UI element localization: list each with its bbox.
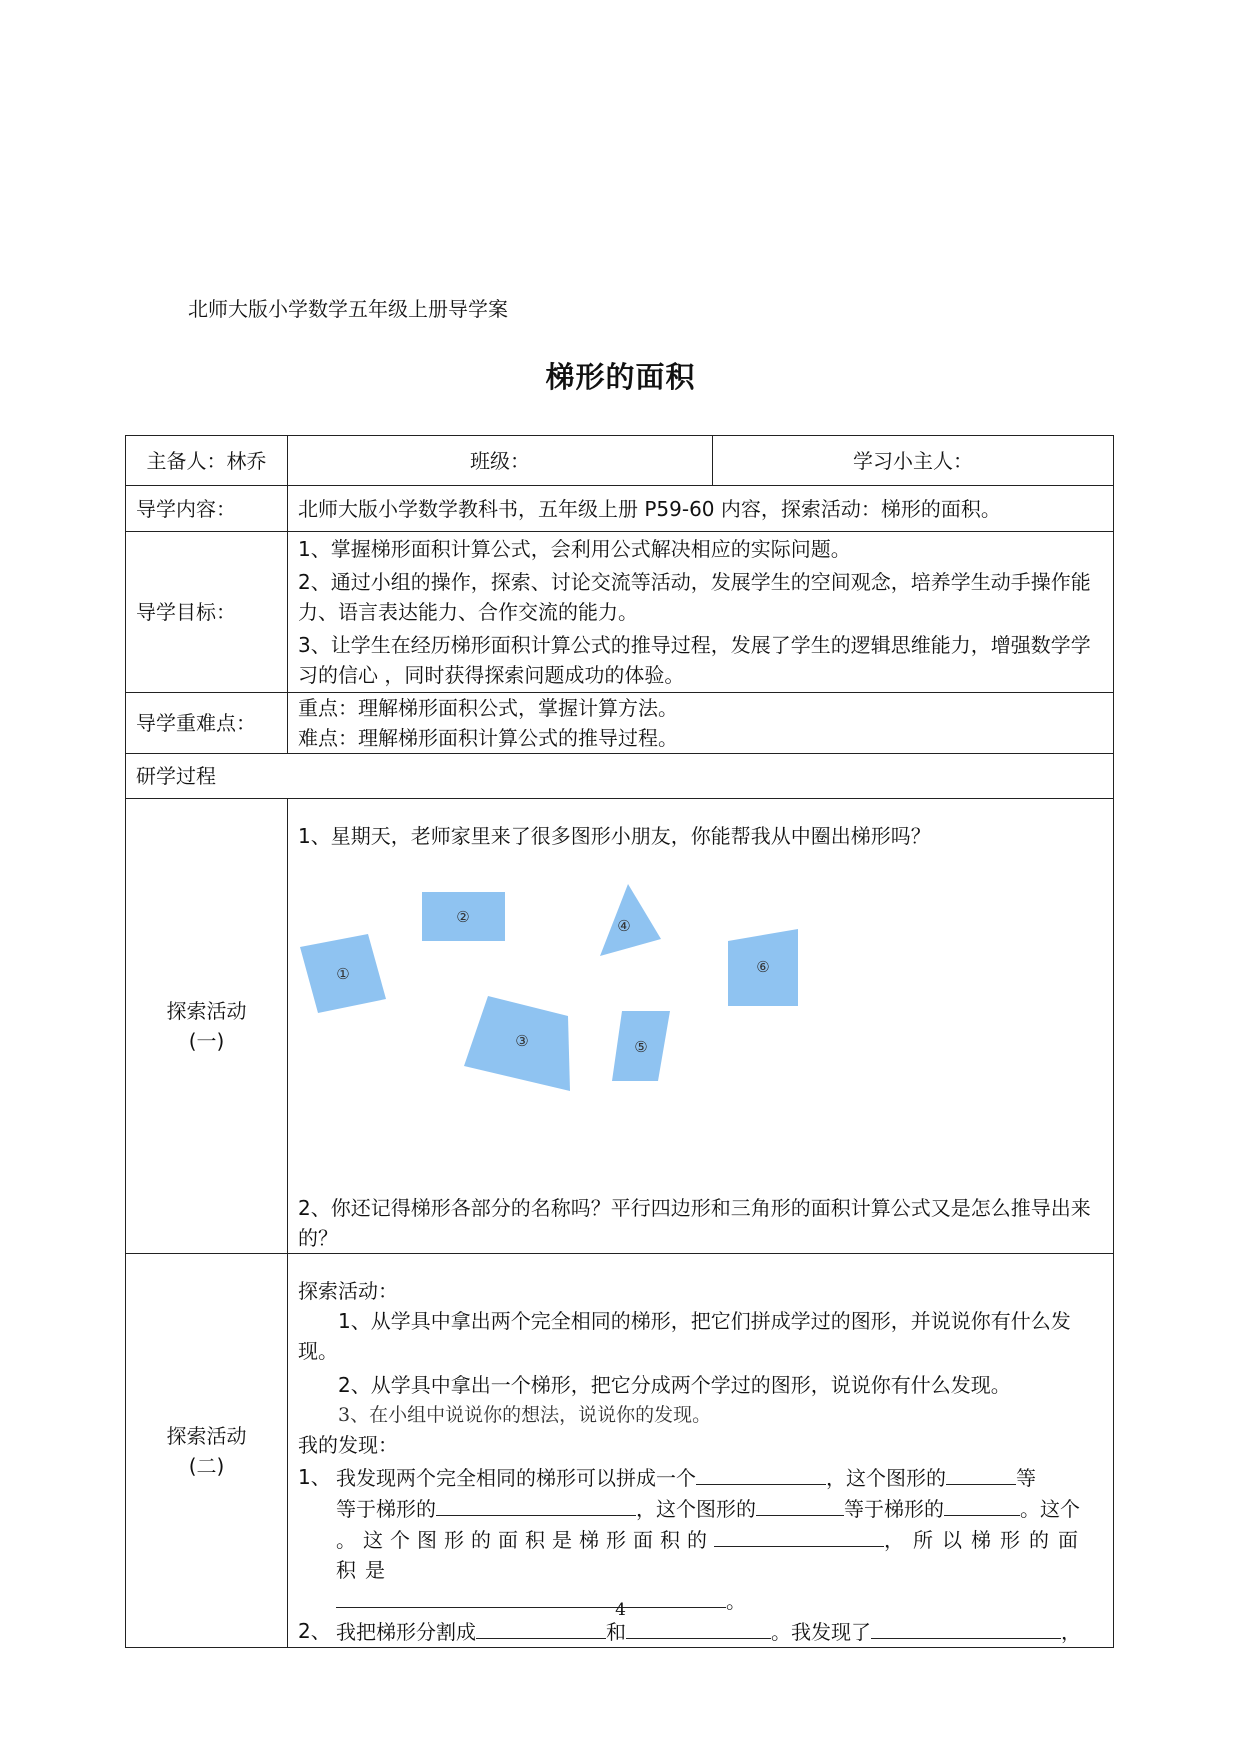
shapes-area	[298, 851, 1103, 1151]
answer-blank[interactable]	[436, 1493, 636, 1516]
discovery-text: 等于梯形的	[844, 1497, 944, 1521]
shape-5	[612, 1011, 670, 1081]
activity2-label-line1: 探索活动	[166, 1423, 247, 1448]
activity1-cell	[288, 799, 1114, 1254]
activity2-heading: 探索活动：	[298, 1279, 398, 1303]
shape-1-label: ①	[336, 965, 350, 983]
shapes-canvas	[298, 851, 1118, 1151]
discovery-text: ，	[1061, 1620, 1081, 1644]
activity2-step1: 1、从学具中拿出两个完全相同的梯形，把它们拼成学过的图形，并说说你有什么发现。	[298, 1309, 1071, 1363]
header-row	[126, 436, 1114, 486]
discovery-1	[298, 1462, 1103, 1616]
process-row	[126, 754, 1114, 799]
content-row	[126, 486, 1114, 532]
content-text: 北师大版小学数学教科书，五年级上册 P59-60 内容，探索活动：梯形的面积。	[288, 486, 1114, 532]
goals-cell	[288, 532, 1114, 693]
discovery-text: 我把梯形分割成	[336, 1620, 476, 1644]
shape-6-label: ⑥	[756, 958, 770, 976]
discovery-1-line1: 我发现两个完全相同的梯形可以拼成一个 ，这个图形的 等	[336, 1462, 1103, 1493]
discovery-2-number: 2、	[298, 1619, 331, 1643]
answer-blank[interactable]	[756, 1493, 844, 1516]
activity1-label-line2: (一)	[188, 1029, 225, 1053]
goal-item: 2、通过小组的操作，探索、讨论交流等活动，发展学生的空间观念，培养学生动手操作能力、语言表达能力、合作交流的能力。	[298, 570, 1091, 624]
activity1-label	[126, 799, 288, 1254]
activity2-cell	[288, 1254, 1114, 1648]
activity2-label-line2: (二)	[188, 1453, 225, 1478]
owner-cell: 学习小主人：	[713, 436, 1114, 486]
activity1-question1: 1、星期天，老师家里来了很多图形小朋友，你能帮我从中圈出梯形吗？	[298, 824, 931, 848]
activity2-label	[126, 1254, 288, 1648]
shape-5-label: ⑤	[634, 1038, 648, 1056]
activity2-step2: 2、从学具中拿出一个梯形，把它分成两个学过的图形，说说你有什么发现。	[338, 1373, 1011, 1397]
discovery-text: ，这个图形的	[636, 1497, 756, 1521]
discovery-text: 和	[606, 1620, 626, 1644]
activity1-label-line1: 探索活动	[166, 999, 247, 1023]
answer-blank[interactable]	[714, 1524, 884, 1547]
discovery-heading: 我的发现：	[298, 1433, 398, 1457]
focus-text: 重点：理解梯形面积公式，掌握计算方法。	[298, 696, 678, 720]
discovery-2	[298, 1616, 1103, 1647]
keypoints-label: 导学重难点：	[126, 693, 288, 754]
shape-2	[422, 892, 505, 941]
activity1-row	[126, 799, 1114, 1254]
discovery-1-line3	[336, 1524, 1103, 1585]
discovery-text: ，这个图形的	[826, 1466, 946, 1490]
content-label: 导学内容：	[126, 486, 288, 532]
goal-item: 3、让学生在经历梯形面积计算公式的推导过程，发展了学生的逻辑思维能力，增强数学学习的信心 ，同时获得探索问题成功的体验。	[298, 633, 1091, 687]
discovery-text: ，所以梯形的面积是	[336, 1528, 1087, 1582]
shape-6	[728, 929, 798, 1006]
shape-2-label: ②	[456, 908, 470, 926]
guide-table	[125, 435, 1114, 1648]
discovery-1-line2: 等于梯形的 ，这个图形的 等于梯形的 。这个	[336, 1493, 1103, 1524]
shape-4	[600, 884, 661, 956]
process-label: 研学过程	[126, 754, 1114, 799]
shape-3	[464, 996, 570, 1091]
activity2-step3: 3、在小组中说说你的想法，说说你的发现。	[338, 1404, 712, 1426]
doc-subtitle: 北师大版小学数学五年级上册导学案	[188, 297, 508, 321]
discovery-text: 。我发现了	[771, 1620, 871, 1644]
doc-title: 梯形的面积	[545, 360, 696, 394]
goals-row	[126, 532, 1114, 693]
page-number: 4	[615, 1600, 626, 1620]
shape-3-label: ③	[515, 1032, 529, 1050]
activity2-row	[126, 1254, 1114, 1648]
preparer-cell: 主备人：林乔	[126, 436, 288, 486]
keypoints-row	[126, 693, 1114, 754]
difficulty-text: 难点：理解梯形面积计算公式的推导过程。	[298, 726, 678, 750]
discovery-text: 等于梯形的	[336, 1497, 436, 1521]
discovery-1-number: 1、	[298, 1465, 331, 1489]
answer-blank[interactable]	[946, 1462, 1016, 1485]
discovery-text: 。	[726, 1589, 746, 1613]
answer-blank[interactable]	[944, 1493, 1020, 1516]
answer-blank[interactable]	[696, 1462, 826, 1485]
goal-item: 1、掌握梯形面积计算公式，会利用公式解决相应的实际问题。	[298, 537, 851, 561]
class-cell: 班级：	[288, 436, 713, 486]
goals-label: 导学目标：	[126, 532, 288, 693]
discovery-text: 。这个图形的面积是梯形面积的	[336, 1528, 714, 1552]
discovery-text: 我发现两个完全相同的梯形可以拼成一个	[336, 1466, 696, 1490]
shape-4-label: ④	[617, 917, 631, 935]
activity1-question2: 2、你还记得梯形各部分的名称吗？平行四边形和三角形的面积计算公式又是怎么推导出来的？	[298, 1196, 1091, 1250]
keypoints-cell	[288, 693, 1114, 754]
shape-1	[300, 934, 386, 1013]
